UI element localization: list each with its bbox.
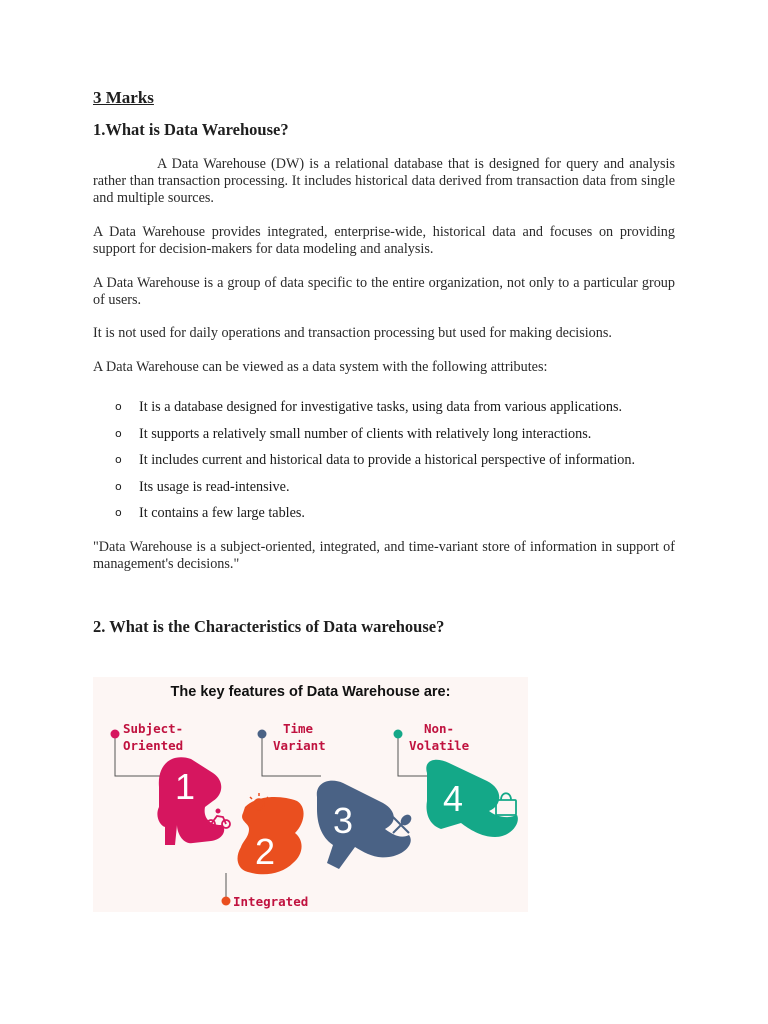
feature-label-subject-oriented: Subject- Oriented bbox=[123, 721, 184, 753]
feature-number-2: 2 bbox=[254, 831, 276, 872]
feature-number-3: 3 bbox=[332, 800, 354, 841]
paragraph-definition: A Data Warehouse (DW) is a relational database that is designed for query and analysis rather than transaction processing. It includes historical data derived from transaction data from single and multiple sources. bbox=[93, 156, 675, 206]
bullet-marker: o bbox=[115, 426, 122, 440]
paragraph-integrated: A Data Warehouse provides integrated, enterprise-wide, historical data and focuses on providing support for decision-makers for data modeling and analysis. bbox=[93, 224, 675, 257]
dot-1 bbox=[111, 730, 120, 739]
marks-heading: 3 Marks bbox=[93, 88, 154, 107]
list-item: o It supports a relatively small number of clients with relatively long interactions. bbox=[115, 425, 592, 442]
list-item: o It includes current and historical data to provide a historical perspective of information. bbox=[115, 452, 636, 468]
key-features-infographic bbox=[93, 677, 528, 912]
dot-2 bbox=[222, 897, 231, 906]
question-2-title: 2. What is the Characteristics of Data warehouse? bbox=[93, 617, 445, 636]
paragraph-attributes-intro: A Data Warehouse can be viewed as a data system with the following attributes: bbox=[93, 359, 548, 375]
feature-number-4: 4 bbox=[442, 778, 464, 819]
feature-label-time-variant: Time Variant bbox=[273, 721, 326, 753]
bullet-marker: o bbox=[115, 453, 122, 466]
list-item: o It is a database designed for investigative tasks, using data from various applications. bbox=[115, 399, 623, 415]
feature-shape-4 bbox=[426, 760, 518, 837]
infographic-graphic bbox=[93, 677, 528, 912]
list-item: o It contains a few large tables. bbox=[115, 505, 305, 521]
fork-spoon-icon bbox=[393, 814, 412, 833]
dot-3 bbox=[258, 730, 267, 739]
feature-label-non-volatile: Non- Volatile bbox=[409, 721, 470, 753]
attributes-list bbox=[93, 397, 693, 530]
dot-4 bbox=[394, 730, 403, 739]
paragraph-organization: A Data Warehouse is a group of data specific to the entire organization, not only to a particular group of users. bbox=[93, 275, 675, 308]
bullet-marker: o bbox=[115, 400, 122, 413]
infographic-title: The key features of Data Warehouse are: bbox=[170, 684, 451, 700]
feature-shape-3 bbox=[317, 781, 411, 869]
quote-paragraph: "Data Warehouse is a subject-oriented, integrated, and time-variant store of information in support of management's decisions." bbox=[93, 539, 675, 572]
list-item: o Its usage is read-intensive. bbox=[115, 478, 290, 495]
feature-label-integrated: Integrated bbox=[233, 894, 309, 909]
bullet-marker: o bbox=[115, 506, 122, 519]
question-1-title: 1.What is Data Warehouse? bbox=[93, 120, 289, 139]
bullet-marker: o bbox=[115, 479, 122, 493]
feature-number-1: 1 bbox=[174, 766, 196, 807]
paragraph-decisions: It is not used for daily operations and transaction processing but used for making decisions. bbox=[93, 325, 612, 341]
